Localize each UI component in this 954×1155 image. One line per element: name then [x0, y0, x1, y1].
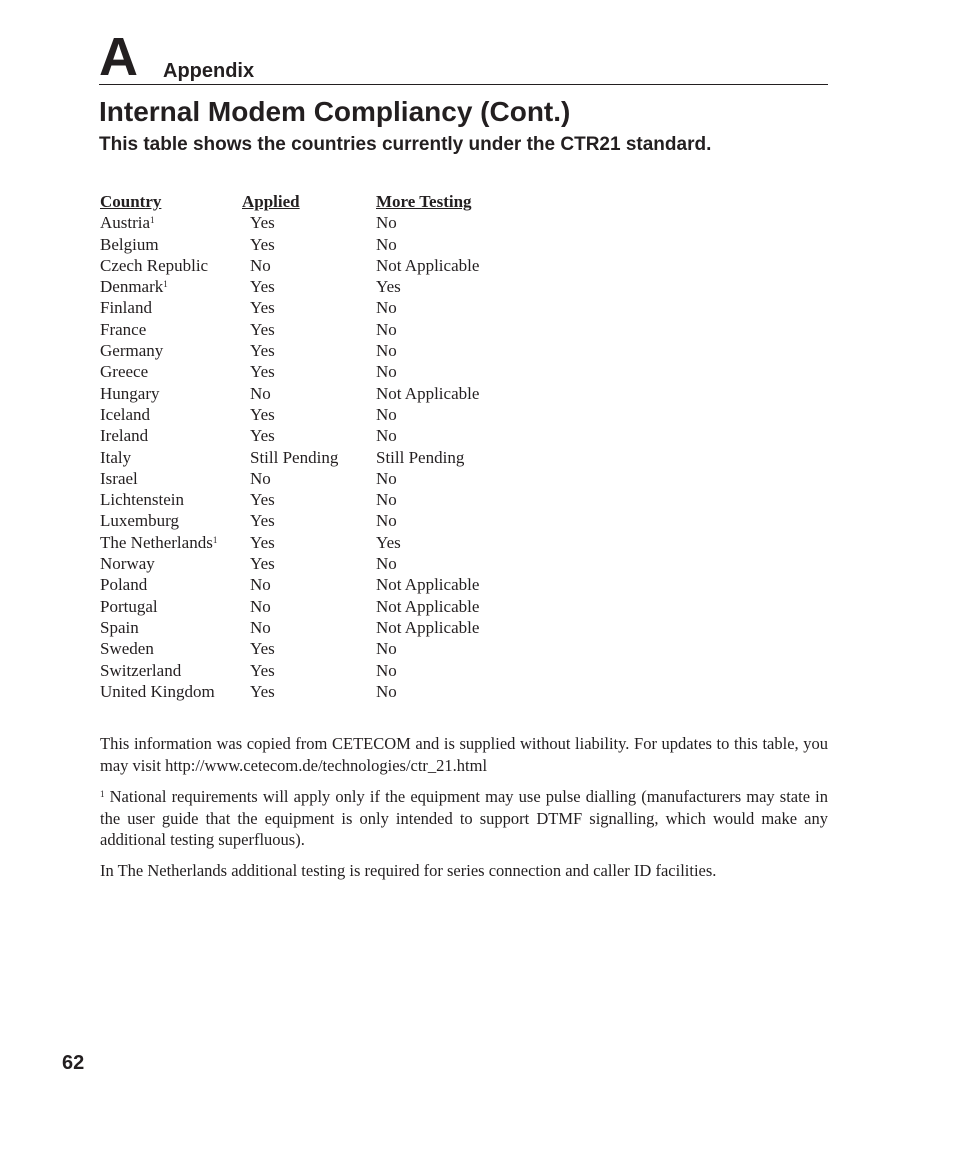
country-name: Norway [100, 554, 155, 574]
applied-cell: No [250, 617, 271, 637]
country-name: Denmark [100, 277, 164, 297]
footnote [100, 786, 828, 851]
applied-cell: Yes [250, 341, 275, 361]
more-testing-cell: No [376, 681, 397, 701]
country-cell [100, 319, 146, 340]
applied-cell: Yes [250, 404, 275, 424]
more-testing-cell: No [376, 234, 397, 254]
applied-cell: Yes [250, 660, 275, 680]
applied-cell: Yes [250, 277, 275, 297]
applied-cell: Yes [250, 639, 275, 659]
country-cell [100, 596, 158, 617]
column-header-more-testing: More Testing [376, 192, 472, 211]
country-cell [100, 532, 217, 553]
country-cell [100, 617, 139, 638]
country-name: Spain [100, 617, 139, 637]
country-name: The Netherlands [100, 532, 213, 552]
country-cell [100, 681, 215, 702]
country-name: Switzerland [100, 660, 182, 680]
more-testing-cell: No [376, 404, 397, 424]
country-name: Lichtenstein [100, 490, 185, 510]
more-testing-cell: No [376, 468, 397, 488]
country-cell [100, 383, 159, 404]
page-title: Internal Modem Compliancy (Cont.) [99, 96, 571, 127]
country-name: Czech Republic [100, 255, 209, 275]
more-testing-cell: No [376, 490, 397, 510]
more-testing-cell: No [376, 319, 397, 339]
more-testing-cell: No [376, 511, 397, 531]
more-testing-cell: No [376, 554, 397, 574]
applied-cell: No [250, 383, 271, 403]
country-name: Sweden [100, 639, 154, 659]
more-testing-cell: Yes [376, 532, 401, 552]
chapter-name: Appendix [163, 60, 255, 82]
applied-cell: Yes [250, 554, 275, 574]
header-divider [99, 84, 828, 85]
netherlands-note: In The Netherlands additional testing is required for series connection and caller ID facilities. [100, 861, 717, 880]
country-cell [100, 297, 152, 318]
country-name: Austria [100, 213, 151, 233]
country-cell [100, 340, 163, 361]
more-testing-cell: No [376, 213, 397, 233]
applied-cell: Yes [250, 426, 275, 446]
source-note: This information was copied from CETECOM and is supplied without liability. For updates to this table, you may visit http://www.cetecom.de/technologies/ctr_21.html [100, 734, 828, 775]
page-subtitle: This table shows the countries currently under the CTR21 standard. [99, 134, 712, 155]
country-name: Greece [100, 362, 149, 382]
country-name: Belgium [100, 234, 159, 254]
country-cell [100, 468, 138, 489]
more-testing-cell: Still Pending [376, 447, 465, 467]
applied-cell: Yes [250, 362, 275, 382]
footnote-marker: 1 [100, 789, 105, 799]
footnote-marker: 1 [163, 279, 168, 290]
country-name: Luxemburg [100, 511, 180, 531]
more-testing-cell: Not Applicable [376, 383, 480, 403]
more-testing-cell: No [376, 298, 397, 318]
country-name: Germany [100, 341, 164, 361]
country-name: Italy [100, 447, 132, 467]
applied-cell: Yes [250, 511, 275, 531]
country-name: Portugal [100, 596, 158, 616]
applied-cell: No [250, 255, 271, 275]
country-name: Poland [100, 575, 148, 595]
country-cell [100, 660, 181, 681]
page-number: 62 [62, 1052, 85, 1074]
country-cell [100, 361, 148, 382]
applied-cell: Yes [250, 234, 275, 254]
more-testing-cell: No [376, 426, 397, 446]
country-cell [100, 489, 184, 510]
applied-cell: Still Pending [250, 447, 339, 467]
applied-cell: Yes [250, 319, 275, 339]
country-cell [100, 212, 155, 233]
chapter-letter: A [99, 27, 138, 87]
country-cell [100, 404, 150, 425]
country-cell [100, 425, 148, 446]
more-testing-cell: Yes [376, 277, 401, 297]
column-header-applied: Applied [242, 192, 300, 211]
country-cell [100, 255, 208, 276]
more-testing-cell: Not Applicable [376, 617, 480, 637]
column-header-country: Country [100, 192, 162, 211]
more-testing-cell: No [376, 341, 397, 361]
applied-cell: Yes [250, 298, 275, 318]
applied-cell: Yes [250, 681, 275, 701]
more-testing-cell: No [376, 639, 397, 659]
more-testing-cell: No [376, 660, 397, 680]
applied-cell: No [250, 596, 271, 616]
country-cell [100, 447, 131, 468]
country-cell [100, 553, 155, 574]
country-cell [100, 234, 159, 255]
footnote-marker: 1 [212, 534, 218, 545]
footnote-marker: 1 [150, 215, 155, 226]
country-name: Finland [100, 298, 152, 318]
country-name: Iceland [100, 404, 151, 424]
applied-cell: Yes [250, 532, 275, 552]
more-testing-cell: No [376, 362, 397, 382]
applied-cell: Yes [250, 490, 275, 510]
more-testing-cell: Not Applicable [376, 575, 480, 595]
more-testing-cell: Not Applicable [376, 255, 480, 275]
country-cell [100, 276, 168, 297]
country-name: Hungary [100, 383, 160, 403]
country-name: United Kingdom [100, 681, 215, 701]
country-name: Israel [100, 468, 138, 488]
country-name: France [100, 319, 147, 339]
footnote-text: National requirements will apply only if the equipment may use pulse dialling (manufacturers may state in the user guide that the equipment is only intended to support DTMF signalling, which would make any additional testing superfluous). [100, 787, 828, 849]
more-testing-cell: Not Applicable [376, 596, 480, 616]
country-cell [100, 574, 147, 595]
country-cell [100, 510, 179, 531]
applied-cell: No [250, 575, 271, 595]
country-name: Ireland [100, 426, 149, 446]
applied-cell: Yes [250, 213, 275, 233]
country-cell [100, 638, 154, 659]
applied-cell: No [250, 468, 271, 488]
